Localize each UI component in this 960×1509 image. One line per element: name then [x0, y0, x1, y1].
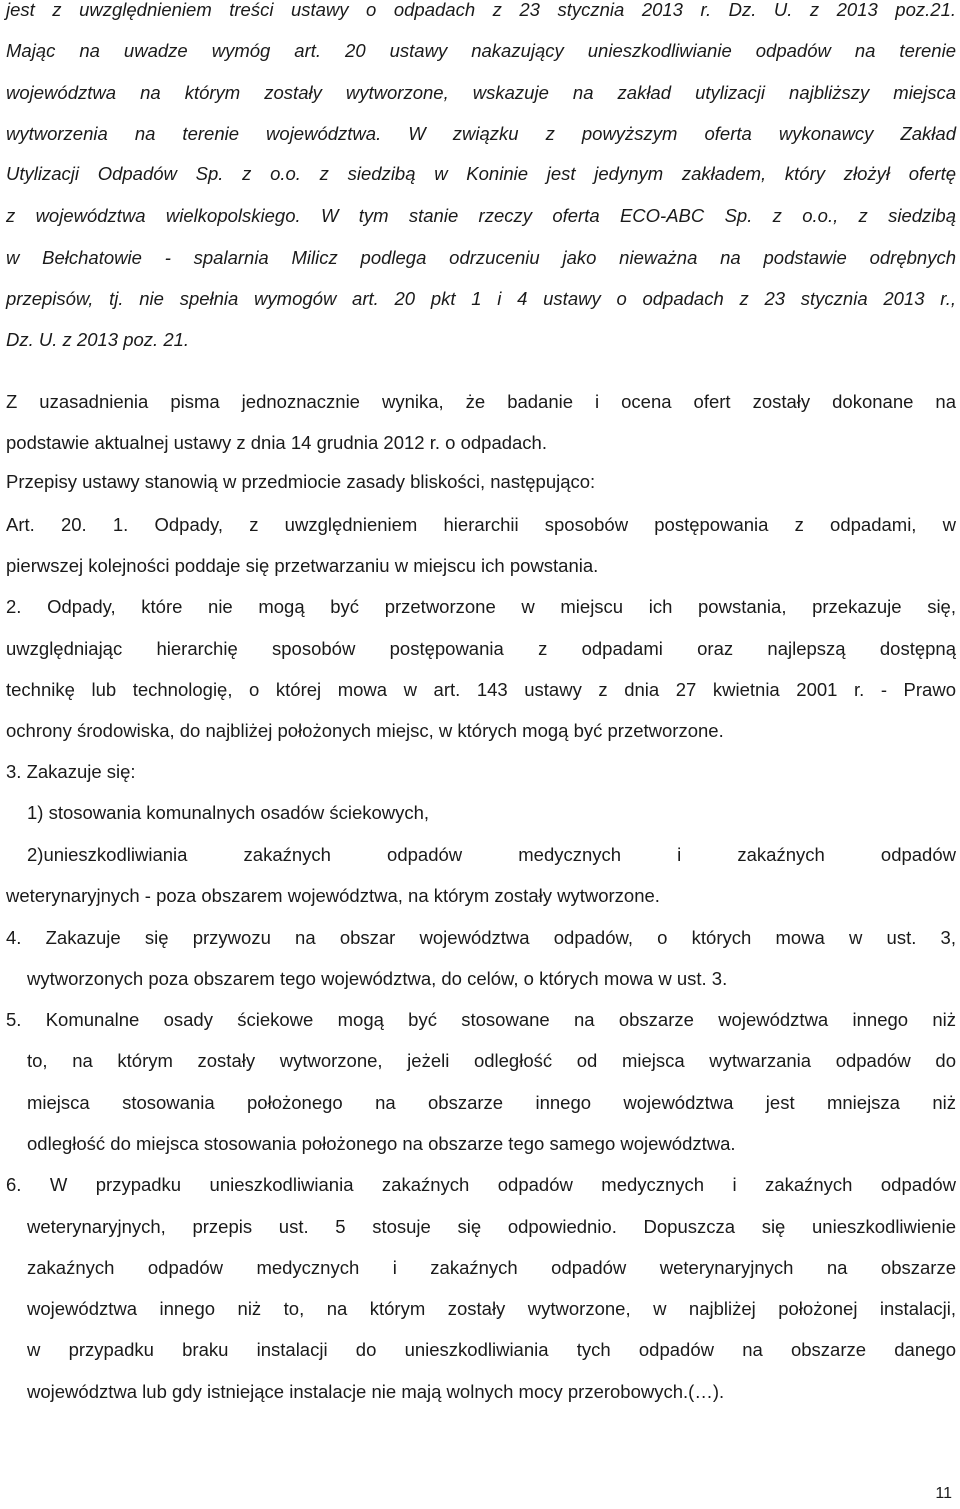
text-line: w przypadku braku instalacji do unieszkodliwiania tych odpadów na obszarze danego — [27, 1339, 956, 1360]
text-line: technikę lub technologię, o której mowa w art. 143 ustawy z dnia 27 kwietnia 2001 r. - Prawo — [6, 679, 956, 700]
text-line: ochrony środowiska, do najbliżej położonych miejsc, w których mogą być przetworzone. — [6, 720, 724, 741]
text-line: województwa na którym zostały wytworzone, wskazuje na zakład utylizacji najbliższy miejsca — [6, 82, 956, 103]
text-line: województwa lub gdy istniejące instalacje nie mają wolnych mocy przerobowych.(…). — [27, 1381, 725, 1402]
text-line: miejsca stosowania położonego na obszarze innego województwa jest mniejsza niż — [27, 1092, 956, 1113]
text-line: jest z uwzględnieniem treści ustawy o odpadach z 23 stycznia 2013 r. Dz. U. z 2013 poz.21. — [6, 0, 956, 20]
text-line: wytworzenia na terenie województwa. W związku z powyższym oferta wykonawcy Zakład — [6, 123, 956, 144]
text-line: Z uzasadnienia pisma jednoznacznie wynika, że badanie i ocena ofert zostały dokonane na — [6, 391, 956, 412]
page-number: 11 — [935, 1485, 952, 1502]
text-line: to, na którym zostały wytworzone, jeżeli odległość od miejsca wytwarzania odpadów do — [27, 1050, 956, 1071]
text-line: weterynaryjnych - poza obszarem województwa, na którym zostały wytworzone. — [6, 885, 660, 906]
text-line: 1) stosowania komunalnych osadów ściekowych, — [27, 802, 430, 823]
text-line: Przepisy ustawy stanowią w przedmiocie zasady bliskości, następująco: — [6, 471, 596, 492]
text-line: w Bełchatowie - spalarnia Milicz podlega odrzuceniu jako nieważna na podstawie odrębnych — [6, 247, 956, 268]
text-line: odległość do miejsca stosowania położonego na obszarze tego samego województwa. — [27, 1133, 736, 1154]
text-line: Art. 20. 1. Odpady, z uwzględnieniem hierarchii sposobów postępowania z odpadami, w — [6, 514, 956, 535]
text-line: zakaźnych odpadów medycznych i zakaźnych odpadów weterynaryjnych na obszarze — [27, 1257, 956, 1278]
text-line: 4. Zakazuje się przywozu na obszar województwa odpadów, o których mowa w ust. 3, — [6, 927, 956, 948]
text-line: wytworzonych poza obszarem tego województwa, do celów, o których mowa w ust. 3. — [27, 968, 728, 989]
text-line: pierwszej kolejności poddaje się przetwarzaniu w miejscu ich powstania. — [6, 555, 599, 576]
text-line: 6. W przypadku unieszkodliwiania zakaźnych odpadów medycznych i zakaźnych odpadów — [6, 1174, 956, 1195]
text-line: uwzględniając hierarchię sposobów postępowania z odpadami oraz najlepszą dostępną — [6, 638, 956, 659]
text-line: weterynaryjnych, przepis ust. 5 stosuje się odpowiednio. Dopuszcza się unieszkodliwienie — [27, 1216, 956, 1237]
text-line: 2)unieszkodliwiania zakaźnych odpadów medycznych i zakaźnych odpadów — [27, 844, 956, 865]
text-line: przepisów, tj. nie spełnia wymogów art. 20 pkt 1 i 4 ustawy o odpadach z 23 stycznia 2013 r., — [6, 288, 956, 309]
text-line: 5. Komunalne osady ściekowe mogą być stosowane na obszarze województwa innego niż — [6, 1009, 956, 1030]
text-line: Utylizacji Odpadów Sp. z o.o. z siedzibą w Koninie jest jedynym zakładem, który złożył ofertę — [6, 163, 956, 184]
text-line: Dz. U. z 2013 poz. 21. — [6, 329, 190, 350]
text-line: 2. Odpady, które nie mogą być przetworzone w miejscu ich powstania, przekazuje się, — [6, 596, 956, 617]
text-line: podstawie aktualnej ustawy z dnia 14 grudnia 2012 r. o odpadach. — [6, 432, 547, 453]
text-line: Mając na uwadze wymóg art. 20 ustawy nakazujący unieszkodliwianie odpadów na terenie — [6, 40, 956, 61]
text-line: województwa innego niż to, na którym zostały wytworzone, w najbliżej położonej instalacji, — [27, 1298, 956, 1319]
text-line: 3. Zakazuje się: — [6, 761, 136, 782]
text-line: z województwa wielkopolskiego. W tym stanie rzeczy oferta ECO-ABC Sp. z o.o., z siedzibą — [6, 205, 956, 226]
